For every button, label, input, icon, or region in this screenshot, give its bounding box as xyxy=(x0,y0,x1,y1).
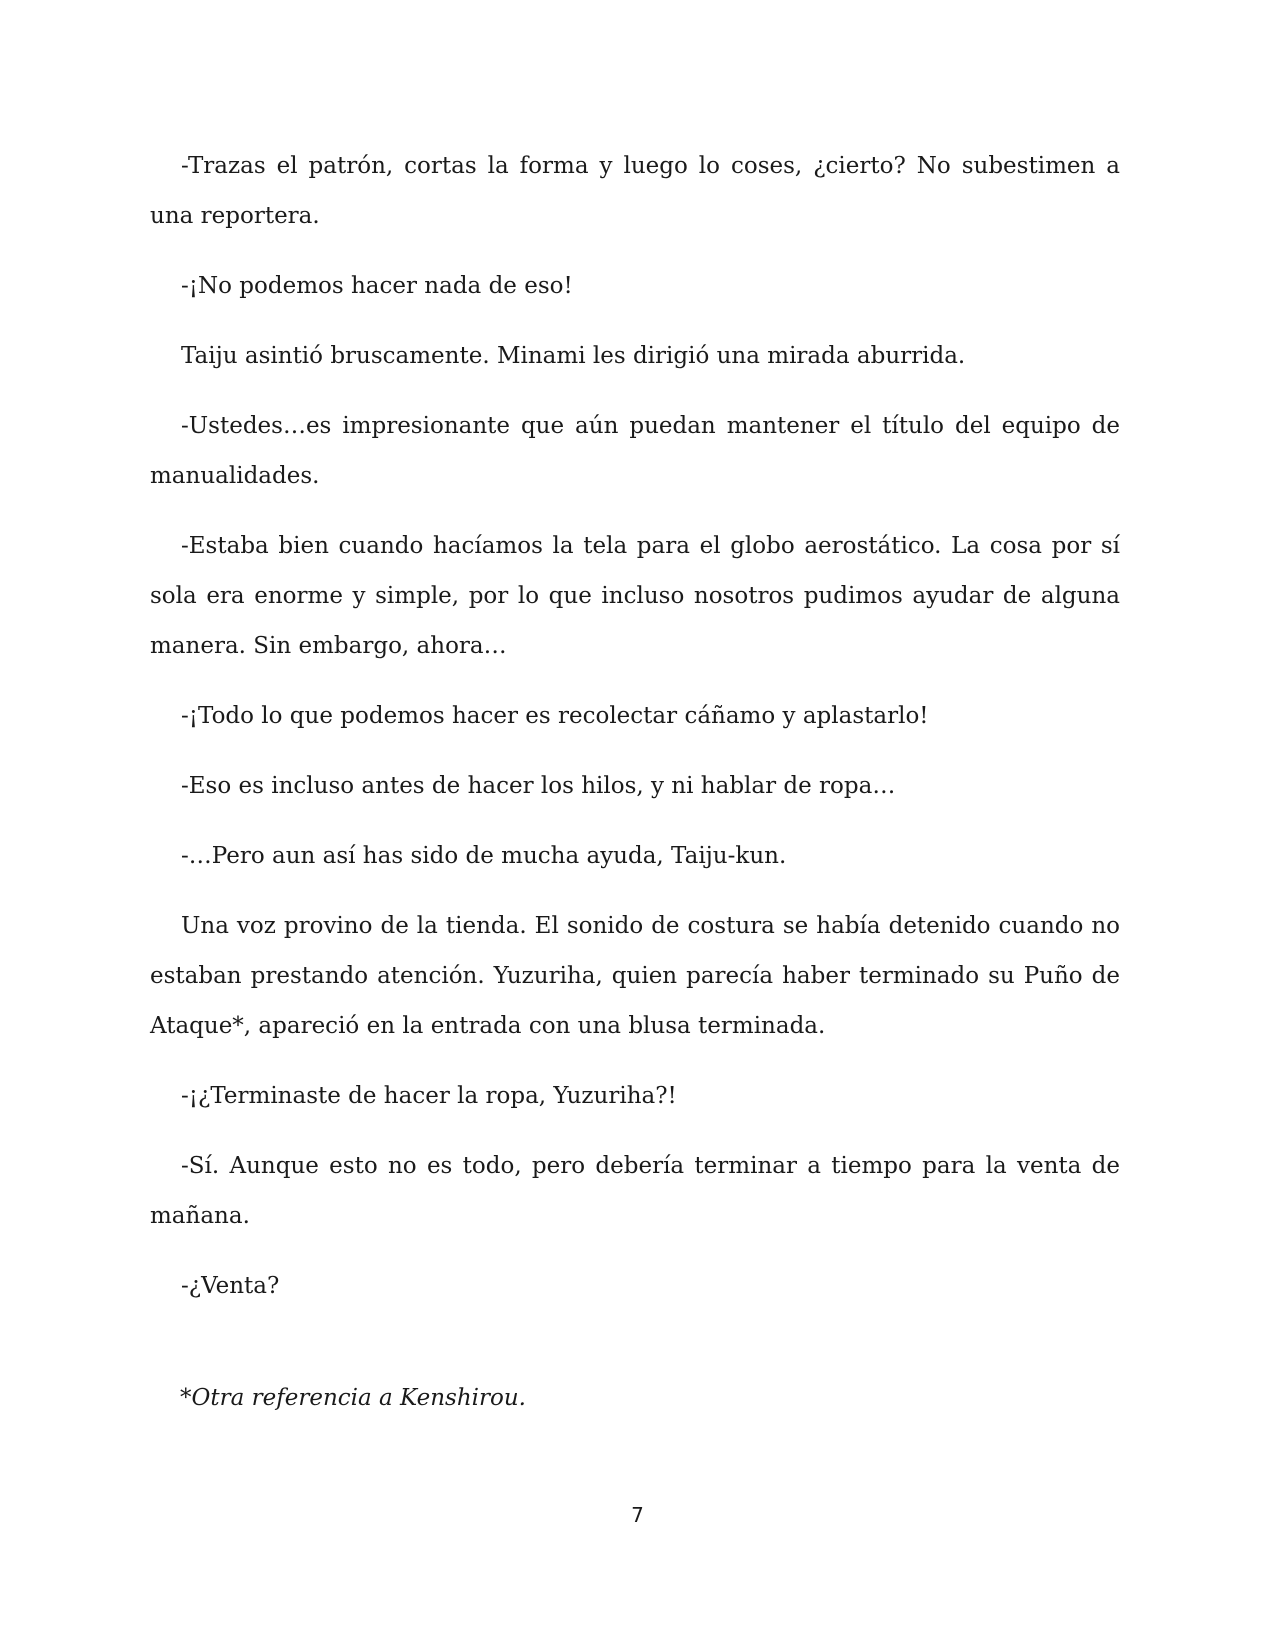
paragraph: -…Pero aun así has sido de mucha ayuda, Taiju-kun. xyxy=(181,843,787,869)
paragraph: -Ustedes…es impresionante que aún puedan mantener el título del equipo de manualidades. xyxy=(150,413,1120,489)
paragraph: Taiju asintió bruscamente. Minami les dirigió una mirada aburrida. xyxy=(181,343,966,369)
paragraph: -¿Venta? xyxy=(181,1273,280,1299)
paragraph: -¡¿Terminaste de hacer la ropa, Yuzuriha?! xyxy=(181,1083,677,1109)
footnote: *Otra referencia a Kenshirou. xyxy=(180,1385,526,1411)
paragraph: -Trazas el patrón, cortas la forma y luego lo coses, ¿cierto? No subestimen a una reportera. xyxy=(150,153,1120,229)
body-text xyxy=(150,141,1120,1331)
paragraph: -Sí. Aunque esto no es todo, pero debería terminar a tiempo para la venta de mañana. xyxy=(150,1153,1120,1229)
paragraph: -Estaba bien cuando hacíamos la tela para el globo aerostático. La cosa por sí sola era enorme y simple, por lo que incluso nosotros pudimos ayudar de alguna manera. Sin embargo, ahora… xyxy=(150,533,1120,659)
paragraph: Una voz provino de la tienda. El sonido de costura se había detenido cuando no estaban prestando atención. Yuzuriha, quien parecía haber terminado su Puño de Ataque*, apareció en la entrada con una blusa terminada. xyxy=(150,913,1120,1039)
paragraph: -¡No podemos hacer nada de eso! xyxy=(181,273,573,299)
page-number: 7 xyxy=(631,1503,644,1527)
paragraph: -¡Todo lo que podemos hacer es recolectar cáñamo y aplastarlo! xyxy=(181,703,929,729)
paragraph: -Eso es incluso antes de hacer los hilos, y ni hablar de ropa… xyxy=(181,773,896,799)
